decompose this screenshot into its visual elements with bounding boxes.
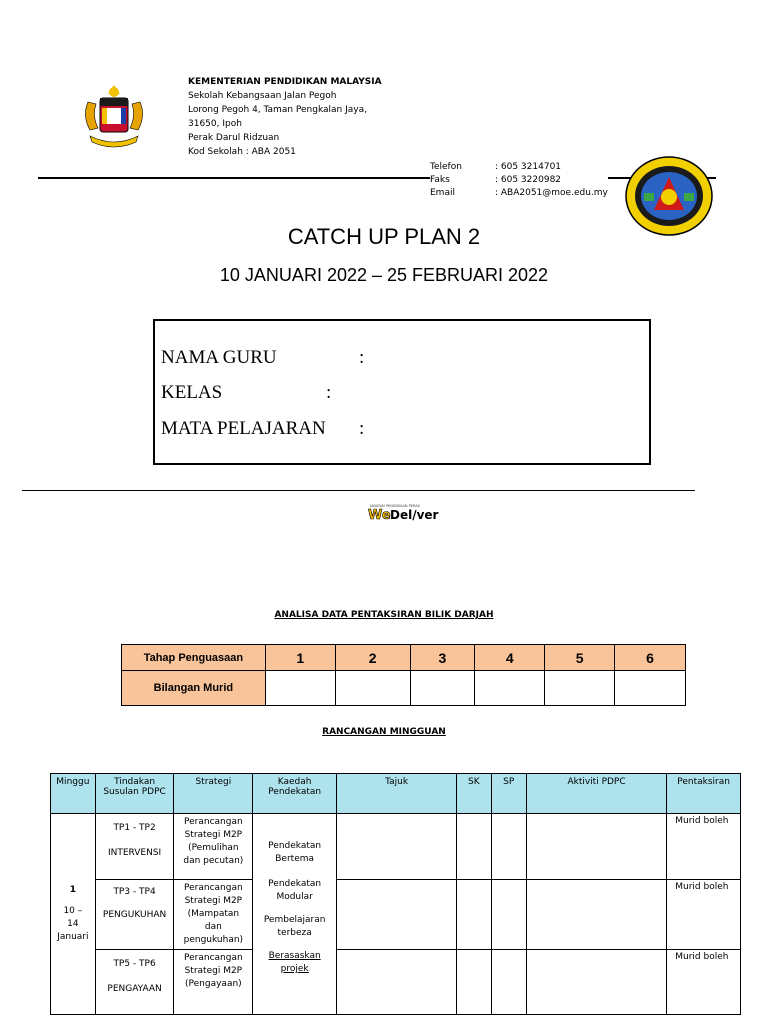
- student-count-header: Bilangan Murid: [122, 671, 266, 706]
- we-deliver-small-text: JABATAN PENDIDIKAN PERAK: [370, 504, 420, 508]
- subject-label: MATA PELAJARAN: [161, 418, 326, 439]
- col-header-strategy: Strategi: [174, 774, 253, 814]
- school-letterhead: [188, 75, 382, 159]
- phone-value: : 605 3214701: [495, 162, 562, 172]
- student-count-cell[interactable]: [545, 671, 615, 706]
- col-header-activity: Aktiviti PDPC: [526, 774, 666, 814]
- phone-label: Telefon: [430, 162, 462, 172]
- address-line-2: 31650, Ipoh: [188, 119, 242, 129]
- assessment-text: Murid boleh: [675, 952, 729, 962]
- address-line-3: Perak Darul Ridzuan: [188, 133, 280, 143]
- table-row: [51, 950, 741, 1015]
- class-row: [161, 382, 332, 404]
- teacher-info-box: [153, 319, 651, 465]
- fax-label: Faks: [430, 175, 450, 185]
- topic-cell[interactable]: [337, 814, 457, 880]
- approach-item: Berasaskan projek: [268, 951, 321, 974]
- malaysia-coat-of-arms-logo: [78, 82, 150, 154]
- level-4: 4: [475, 645, 545, 671]
- follow-up-cell: [95, 880, 174, 950]
- class-colon: :: [326, 382, 332, 403]
- page-title: CATCH UP PLAN 2: [287, 224, 481, 249]
- week-cell: [51, 814, 96, 1015]
- week-number: 1: [69, 884, 76, 895]
- level-1: 1: [265, 645, 335, 671]
- table-row: [51, 880, 741, 950]
- assessment-cell[interactable]: [667, 950, 741, 1015]
- email-value: : ABA2051@moe.edu.my: [495, 188, 608, 198]
- ministry-name: KEMENTERIAN PENDIDIKAN MALAYSIA: [188, 77, 382, 87]
- tp-range: TP3 - TP4: [113, 887, 156, 897]
- address-line-1: Lorong Pegoh 4, Taman Pengkalan Jaya,: [188, 105, 367, 115]
- school-code: Kod Sekolah : ABA 2051: [188, 147, 296, 157]
- sp-cell[interactable]: [491, 880, 526, 950]
- topic-cell[interactable]: [337, 880, 457, 950]
- class-label: KELAS: [161, 382, 223, 403]
- level-5: 5: [545, 645, 615, 671]
- student-count-cell[interactable]: [265, 671, 335, 706]
- follow-up-action: INTERVENSI: [107, 848, 162, 858]
- level-3: 3: [410, 645, 475, 671]
- assessment-text: Murid boleh: [675, 882, 729, 892]
- school-name: Sekolah Kebangsaan Jalan Pegoh: [188, 91, 337, 101]
- tp-range: TP1 - TP2: [113, 823, 156, 833]
- approach-cell: [253, 814, 337, 1015]
- email-label: Email: [430, 188, 455, 198]
- student-count-cell[interactable]: [335, 671, 410, 706]
- sp-cell[interactable]: [491, 950, 526, 1015]
- mastery-level-table: [121, 644, 686, 706]
- level-6: 6: [615, 645, 686, 671]
- sk-cell[interactable]: [457, 880, 491, 950]
- teacher-name-row: [161, 347, 365, 369]
- strategy-cell: [174, 880, 253, 950]
- strategy-cell: [174, 814, 253, 880]
- sk-cell[interactable]: [457, 814, 491, 880]
- strategy-text: Perancangan Strategi M2P (Pengayaan): [184, 953, 243, 989]
- follow-up-action: PENGUKUHAN: [102, 910, 167, 920]
- header-divider: [38, 177, 716, 179]
- we-deliver-we: We: [368, 508, 391, 522]
- subject-row: [161, 418, 365, 440]
- assessment-text: Murid boleh: [675, 816, 729, 826]
- follow-up-cell: [95, 950, 174, 1015]
- sp-cell[interactable]: [491, 814, 526, 880]
- approach-item: Pendekatan Modular: [268, 879, 322, 902]
- level-2: 2: [335, 645, 410, 671]
- teacher-name-label: NAMA GURU: [161, 347, 277, 368]
- student-count-cell[interactable]: [475, 671, 545, 706]
- mastery-level-header: Tahap Penguasaan: [122, 645, 266, 671]
- subject-colon: :: [359, 418, 365, 439]
- col-header-sk: SK: [457, 774, 491, 814]
- table-row: [51, 814, 741, 880]
- assessment-cell[interactable]: [667, 880, 741, 950]
- col-header-approach: Kaedah Pendekatan: [253, 774, 337, 814]
- student-count-cell[interactable]: [615, 671, 686, 706]
- assessment-cell[interactable]: [667, 814, 741, 880]
- topic-cell[interactable]: [337, 950, 457, 1015]
- analysis-title: ANALISA DATA PENTAKSIRAN BILIK DARJAH: [274, 610, 494, 620]
- strategy-text: Perancangan Strategi M2P (Mampatan dan pengukuhan): [183, 883, 244, 945]
- follow-up-action: PENGAYAAN: [107, 984, 162, 994]
- section-divider: [22, 490, 695, 491]
- follow-up-cell: [95, 814, 174, 880]
- col-header-sp: SP: [491, 774, 526, 814]
- teacher-name-colon: :: [359, 347, 365, 368]
- weekly-plan-title: RANCANGAN MINGGUAN: [322, 727, 446, 737]
- col-header-topic: Tajuk: [337, 774, 457, 814]
- fax-value: : 605 3220982: [495, 175, 562, 185]
- strategy-text: Perancangan Strategi M2P (Pemulihan dan pecutan): [183, 817, 244, 866]
- approach-item: Pendekatan Bertema: [268, 841, 322, 864]
- week-dates: 10 – 14 Januari: [57, 905, 89, 942]
- col-header-follow-up: Tindakan Susulan PDPC: [95, 774, 174, 814]
- student-count-cell[interactable]: [410, 671, 475, 706]
- weekly-plan-table: [50, 773, 741, 1015]
- approach-item: Pembelajaran terbeza: [263, 915, 326, 938]
- we-deliver-deliver: Del/ver: [390, 508, 439, 522]
- contact-info: [430, 161, 608, 200]
- col-header-week: Minggu: [51, 774, 96, 814]
- we-deliver-logo: [368, 502, 448, 522]
- col-header-assessment: Pentaksiran: [667, 774, 741, 814]
- activity-cell[interactable]: [526, 814, 666, 880]
- strategy-cell: [174, 950, 253, 1015]
- sk-cell[interactable]: [457, 950, 491, 1015]
- tp-range: TP5 - TP6: [113, 959, 156, 969]
- date-range: 10 JANUARI 2022 – 25 FEBRUARI 2022: [219, 265, 549, 285]
- activity-cell[interactable]: [526, 880, 666, 950]
- activity-cell[interactable]: [526, 950, 666, 1015]
